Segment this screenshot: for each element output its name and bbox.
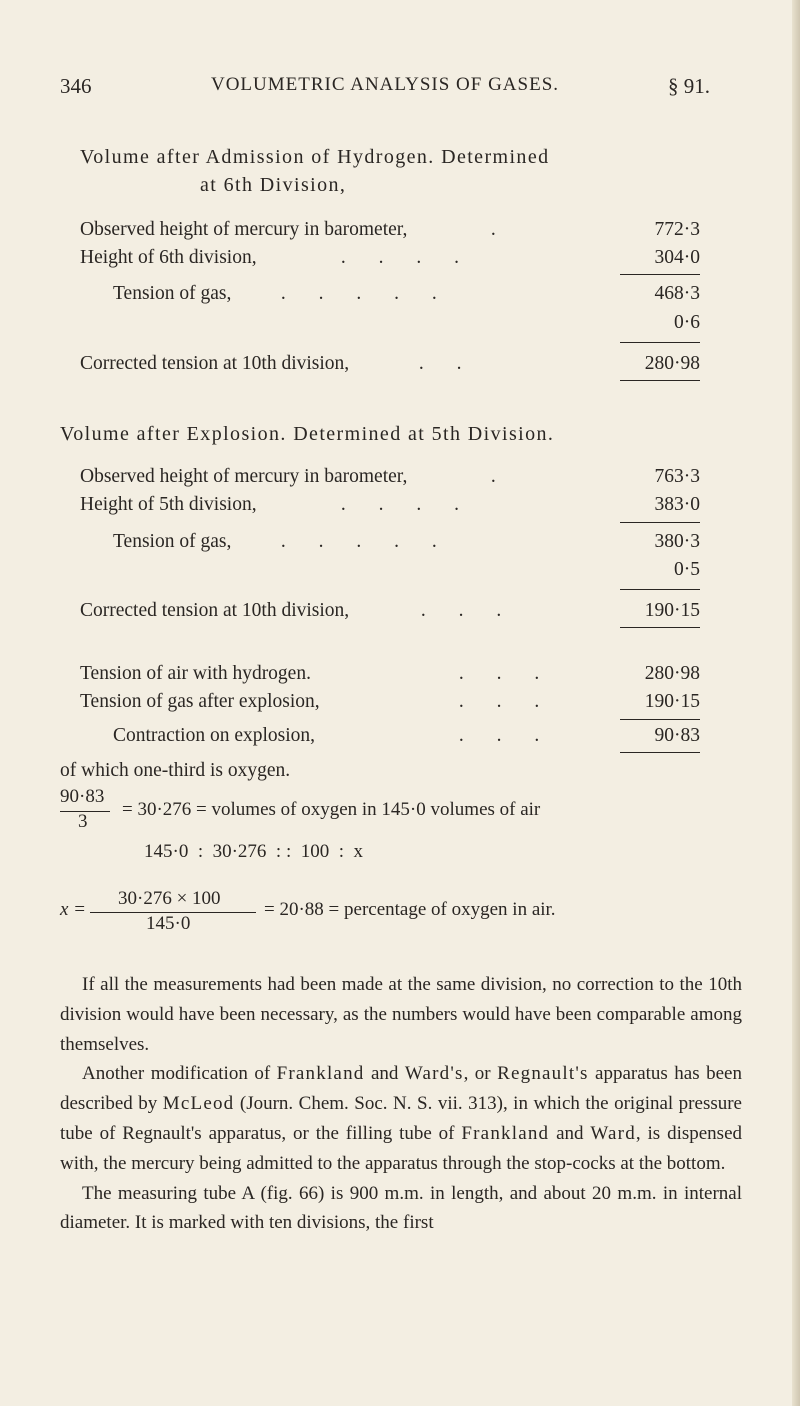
eq2-result: = 20·88 = percentage of oxygen in air. (264, 899, 556, 920)
sum-rule (620, 522, 700, 523)
row-value: 383·0 (654, 494, 700, 515)
sum-rule (620, 589, 700, 590)
table-row (0, 760, 800, 788)
table-row (0, 466, 800, 494)
row-label: Height of 6th division, (80, 247, 257, 268)
row-value: 0·6 (674, 312, 700, 333)
table-row (0, 219, 800, 247)
row-leader: . . (400, 353, 476, 374)
table-row (0, 312, 800, 340)
row-label: Height of 5th division, (80, 494, 257, 515)
eq1-result: = 30·276 = volumes of oxygen in 145·0 volumes of air (122, 799, 541, 820)
row-leader: . . . (402, 600, 516, 621)
table-row (0, 691, 800, 719)
sum-rule (620, 380, 700, 381)
row-label: Corrected tension at 10th division, (80, 353, 350, 374)
row-leader: . (486, 219, 496, 240)
row-value: 280·98 (644, 353, 700, 374)
table-row (0, 531, 800, 559)
row-label: Corrected tension at 10th division, (80, 600, 350, 621)
row-value: 280·98 (644, 663, 700, 684)
body-text (60, 970, 742, 1238)
paragraph: If all the measurements had been made at the same division, no correction to the 10th division would have been necessary, as the numbers would have been comparable among themselves. (60, 974, 742, 1055)
row-value: 190·15 (644, 691, 700, 712)
row-label: Contraction on explosion, (113, 725, 316, 746)
sum-rule (620, 274, 700, 275)
table-row (0, 247, 800, 275)
row-leader: . . . (440, 691, 554, 712)
sum-rule (620, 752, 700, 753)
table-row (0, 283, 800, 311)
page-number: 346 (60, 74, 92, 98)
row-value: 468·3 (654, 283, 700, 304)
row-label: Observed height of mercury in barometer, (80, 219, 408, 240)
row-leader: . . . . (322, 494, 473, 515)
row-leader: . (486, 466, 496, 487)
sum-rule (620, 627, 700, 628)
row-value: 304·0 (654, 247, 700, 268)
section1-heading-line1: Volume after Admission of Hydrogen. Determined (80, 146, 550, 168)
row-value: 380·3 (654, 531, 700, 552)
row-value: 763·3 (654, 466, 700, 487)
row-leader: . . . . . (262, 531, 451, 552)
row-value: 772·3 (654, 219, 700, 240)
row-label: Tension of gas after explosion, (80, 691, 320, 712)
running-title: VOLUMETRIC ANALYSIS OF GASES. (210, 74, 560, 95)
section2-heading: Volume after Explosion. Determined at 5th Division. (60, 423, 555, 445)
row-leader: . . . (440, 663, 554, 684)
sum-rule (620, 719, 700, 720)
eq2-lhs: x = (60, 899, 87, 920)
eq2-numerator: 30·276 × 100 (118, 888, 221, 909)
eq1-numerator: 90·83 (60, 786, 105, 807)
row-leader: . . . . (322, 247, 473, 268)
table-row (0, 559, 800, 587)
section1-heading-line2: at 6th Division, (200, 174, 347, 196)
row-value: 0·5 (674, 559, 700, 580)
eq1-denominator: 3 (78, 811, 88, 832)
table-row (0, 494, 800, 522)
section-number: § 91. (668, 74, 710, 98)
row-label: Tension of gas, (113, 283, 232, 304)
sum-rule (620, 342, 700, 343)
row-label: Observed height of mercury in barometer, (80, 466, 408, 487)
row-leader: . . . . . (262, 283, 451, 304)
proportion: 145·0 : 30·276 : : 100 : x (144, 841, 364, 862)
table-row (0, 663, 800, 691)
eq2-denominator: 145·0 (146, 913, 191, 934)
paragraph: Another modification of Frankland and Ward's, or Regnault's apparatus has been described by McLeod (Journ. Chem. Soc. N. S. vii. 313), in which the original pressure tube of Regnault's apparatus, or the filling tube of Frankland and Ward, is dispensed with, the mercury being admitted to the apparatus through the stop-cocks at the bottom. (60, 1063, 743, 1174)
row-value: 190·15 (644, 600, 700, 621)
row-leader: . . . (440, 725, 554, 746)
table-row (0, 725, 800, 753)
oxygen-note: of which one-third is oxygen. (60, 760, 291, 781)
running-header (60, 74, 710, 104)
row-label: Tension of gas, (113, 531, 232, 552)
row-value: 90·83 (654, 725, 700, 746)
row-label: Tension of air with hydrogen. (80, 663, 311, 684)
paragraph: The measuring tube A (fig. 66) is 900 m.m. in length, and about 20 m.m. in internal diameter. It is marked with ten divisions, the first (60, 1182, 742, 1234)
table-row (0, 600, 800, 628)
table-row (0, 353, 800, 381)
